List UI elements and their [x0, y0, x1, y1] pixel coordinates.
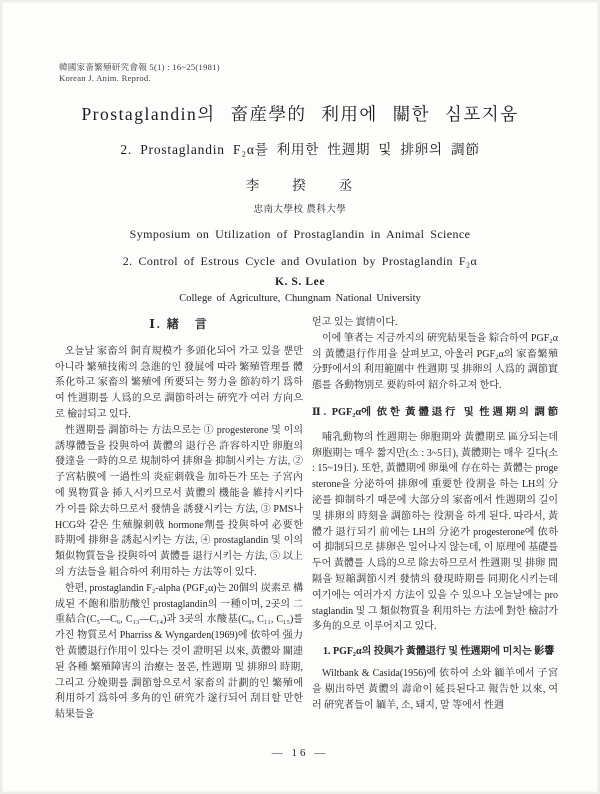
page-number: — 16 —: [271, 747, 329, 759]
paper-subtitle-en: 2. Control of Estrous Cycle and Ovulation by Prostaglandin F₂α: [122, 254, 478, 268]
journal-citation: 韓國家畜繁殖研究會報 5(1) : 16~25(1981): [59, 62, 220, 72]
section-2-heading: Ⅱ. PGF₂α에 依한 黃體退行 및 性週期의 調節: [312, 406, 558, 418]
paper-title-ko: Prostaglandin의 畜産學的 利用에 關한 심포지움: [81, 104, 519, 124]
journal-name-en: Korean J. Anim. Reprod.: [59, 73, 151, 83]
left-paragraph-3: 한편, prostaglandin F₂-alpha (PGF₂α)는 20個의 炭素로 構成된 不飽和脂肪酸인 prostaglandin의 一種이며, 2곳의 二重結合(C₅—C₆, C₁₃—C₁₄)과 3곳의 水酸基(C₉, C₁₁, C₁₅)를 가진 物質로서 Pharriss & Wyngarden(1969)에 依하여 强力한 黃體退行作用이 있다는 것이 證明된 以來, 黃體와 關連된 各種 繁殖障害의 治療는 물론, 性週期 및 排卵의 時期, 그리고 分娩期를 調節함으로서 家畜의 計劃的인 繁殖에 利用하기 爲하여 多角的인 硏究가 遂行되어 刮目할 만한 結果들을: [55, 582, 303, 721]
title-block: [0, 101, 600, 158]
right-paragraph-1: 얻고 있는 實情이다.: [312, 317, 398, 328]
right-paragraph-4: Wiltbank & Casida(1956)에 依하여 소와 緬羊에서 子宮을 剔出하면 黃體의 壽命이 延長된다고 報告한 以來, 여러 硏究者들이 緬羊, 소, 돼지, 말 等에서 性週: [312, 668, 558, 711]
left-paragraph-2: 性週期를 調節하는 方法으로는 ① progesterone 및 이의 誘導體들을 投與하여 黃體의 退行은 許容하지만 卵胞의 發達을 一時的으로 規制하여 排卵을 抑制시키는 方法, ② 子宮粘膜에 一過性의 炎症刺戟을 加하든가 또는 子宮內에 異物質을 揷入시키므로서 黃體의 機能을 維持시키다가 이를 除去하므로서 發情을 誘發시키는 方法, ③ PMS나 HCG와 같은 生殖腺刺戟 hormone劑를 投與하여 必要한 時期에 排卵을 誘起시키는 方法, ④ prostaglandin 및 이의 類似物質들을 投與하여 黃體를 退行시키는 方法, ⑤ 以上의 方法들을 組合하여 利用하는 方法等이 있다.: [55, 424, 303, 578]
author-block: [0, 174, 600, 215]
right-column: [312, 315, 558, 753]
paper-subtitle-ko: 2. Prostaglandin F₂α를 利用한 性週期 및 排卵의 調節: [120, 142, 480, 157]
author-affiliation-ko: 忠南大學校 農科大學: [253, 205, 347, 215]
english-author-block: [0, 276, 600, 304]
subsection-1-heading: 1. PGF₂α의 投與가 黃體退行 및 性週期에 미치는 影響: [323, 646, 555, 658]
left-paragraph-1: 오늘날 家畜의 飼育規模가 多頭化되어 가고 있을 뿐만 아니라 繁殖技術의 急進的인 發展에 따라 繁殖管理를 體系化하고 家畜의 繁殖에 所要되는 努力을 節約하기 爲하여 性週期를 人爲的으로 調節하려는 硏究가 여러 方向으로 檢討되고 있다.: [55, 345, 303, 420]
right-paragraph-2: 이에 筆者는 지금까지의 硏究結果들을 綜合하여 PGF₂α의 黃體退行作用을 살펴보고, 아울러 PGF₂α의 家畜繁殖分野에서의 利用範圍中 性週期 및 排卵의 人爲的 調節實態를 各動物別로 要約하여 紹介하고져 한다.: [312, 332, 558, 392]
english-title-block: [0, 227, 600, 269]
paper-title-en: Symposium on Utilization of Prostaglandin in Animal Science: [129, 227, 471, 241]
author-name-en: K. S. Lee: [274, 276, 326, 288]
left-column: [55, 315, 303, 753]
journal-header: [59, 62, 220, 84]
author-name-ko: 李 揆 丞: [245, 178, 355, 193]
author-affiliation-en: College of Agriculture, Chungnam National University: [179, 293, 421, 304]
right-paragraph-3: 哺乳動物의 性週期는 卵胞期와 黃體期로 區分되는데 卵胞期는 매우 짧지만(소 : 3~5日), 黃體期는 매우 길다(소 : 15~19日). 또한, 黃體期에 卵巢에 存在하는 黃體는 progesterone을 分泌하여 排卵에 重要한 役割을 하는 LH의 分泌를 抑制하기 때문에 大部分의 家畜에서 性週期의 길이 및 排卵의 時刻을 調節하는 役割을 하게 된다. 따라서, 黃體가 退行되기 前에는 LH의 分泌가 progesterone에 依하여 抑制되므로 排卵은 일어나지 않는데, 이 原理에 基礎를 두어 黃體를 人爲的으로 除去하므로서 性週期 및 排卵 間隔을 短縮調節시켜 發情의 發現時期를 同期化시키는데 여기에는 여러가지 方法이 있을 수 있으나 오늘날에는 prostaglandin 및 그 類似物質을 利用하는 方法에 對한 檢討가 多角的으로 이루어지고 있다.: [312, 431, 558, 633]
section-1-heading: Ⅰ. 緖 言: [149, 317, 209, 331]
